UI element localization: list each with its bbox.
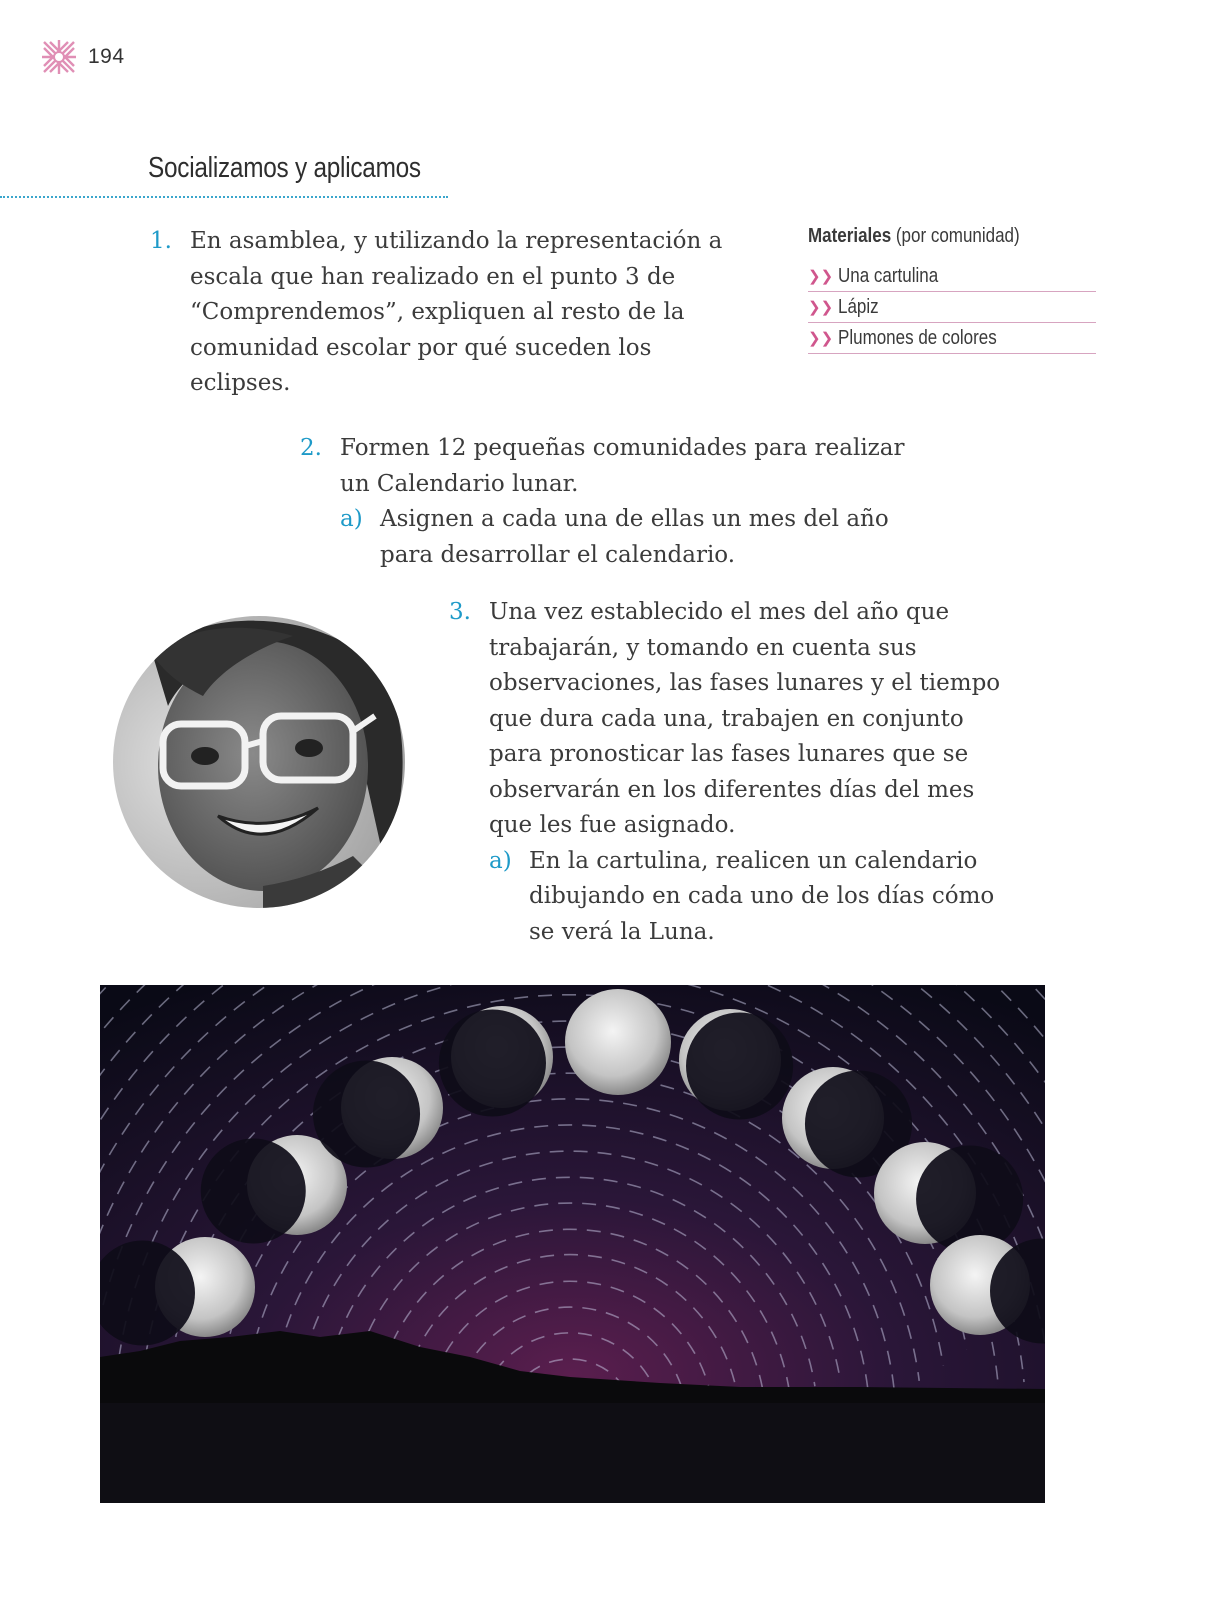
- page-number: 194: [88, 45, 125, 68]
- activity-3-sub-a: [489, 844, 1029, 951]
- materials-title-rest: (por comunidad): [891, 225, 1020, 247]
- activity-2-sub-letter: a): [340, 506, 363, 532]
- activity-1: [150, 224, 730, 402]
- moon-phase: [565, 989, 671, 1095]
- materials-title: [808, 225, 1053, 248]
- material-label: Plumones de colores: [838, 326, 997, 349]
- activity-3-sub-letter: a): [489, 847, 512, 874]
- activity-3-sub-text: En la cartulina, realicen un calendario dibujando en cada uno de los días cómo se verá la Luna.: [529, 847, 995, 945]
- material-label: Lápiz: [838, 295, 879, 318]
- activity-3: [449, 595, 1029, 950]
- activity-1-number: 1.: [150, 228, 172, 254]
- pink-star-ornament-icon: [40, 38, 78, 76]
- activity-2-number: 2.: [300, 435, 322, 461]
- chevron-right-icon: ❯❯: [808, 268, 834, 285]
- activity-2-text: Formen 12 pequeñas comunidades para realizar un Calendario lunar.: [340, 435, 905, 497]
- activity-3-number: 3.: [449, 599, 471, 625]
- moon-phases-star-trail-photo: [100, 985, 1045, 1503]
- page-header: [40, 38, 125, 76]
- activity-3-text: Una vez establecido el mes del año que trabajarán, y tomando en cuenta sus observaciones, las fases lunares y el tiempo que dura cada una, trabajen en conjunto para pronosticar las fases lunares que se observarán en los diferentes días del mes que les fue asignado.: [489, 599, 1001, 838]
- activity-2-sub-text: Asignen a cada una de ellas un mes del año para desarrollar el calendario.: [380, 506, 889, 568]
- materials-box: [808, 225, 1096, 354]
- material-item: [808, 292, 1096, 323]
- moon-phase: [100, 1237, 255, 1346]
- material-item: [808, 261, 1096, 292]
- chevron-right-icon: ❯❯: [808, 330, 834, 347]
- material-item: [808, 323, 1096, 354]
- activity-1-text: En asamblea, y utilizando la representación a escala que han realizado en el punto 3 de “Comprendemos”, expliquen al resto de la comunidad escolar por qué suceden los eclipses.: [190, 228, 723, 396]
- activity-2-sub-a: [340, 502, 940, 573]
- student-portrait-photo: [113, 616, 405, 908]
- materials-title-bold: Materiales: [808, 225, 892, 247]
- chevron-right-icon: ❯❯: [808, 299, 834, 316]
- section-title: Socializamos y aplicamos: [148, 152, 421, 184]
- activity-2: [300, 431, 940, 573]
- material-label: Una cartulina: [838, 264, 939, 287]
- title-dotted-rule: [0, 196, 448, 198]
